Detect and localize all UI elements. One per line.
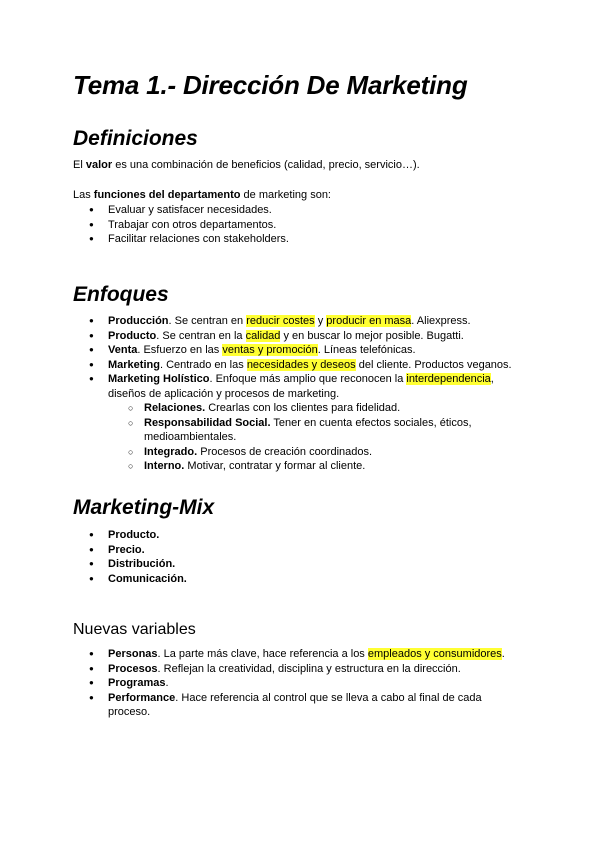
page-title: Tema 1.- Dirección De Marketing — [73, 70, 468, 100]
list-item: ● Marketing Holístico. Enfoque más amplio que reconocen la interdependencia, diseños de aplicación y procesos de marketing. ○ Relaciones. Crearlas con los clientes para fidelidad. ○ Responsabilidad Social. Tener en cuenta efectos sociales, éticos, medioambientales. ○ Integrado. Procesos de creación coordinados. ○ Interno. Motivar, contratar y formar al cliente. — [73, 372, 533, 474]
list-item: ● Comunicación. — [73, 572, 533, 587]
list-item: ● Producto. — [73, 528, 533, 543]
heading-marketing-mix: Marketing-Mix — [73, 496, 215, 519]
list-item: ● Personas. La parte más clave, hace referencia a los empleados y consumidores. — [73, 647, 533, 662]
list-item: ● Producción. Se centran en reducir costes y producir en masa. Aliexpress. — [73, 314, 533, 329]
list-item: ● Facilitar relaciones con stakeholders. — [73, 232, 533, 247]
nuevas-variables-list — [73, 647, 533, 720]
list-item: ● Evaluar y satisfacer necesidades. — [73, 203, 533, 218]
sub-list-item: ○ Relaciones. Crearlas con los clientes para fidelidad. — [108, 401, 533, 416]
highlight: calidad — [245, 329, 281, 342]
sub-list-item: ○ Interno. Motivar, contratar y formar al cliente. — [108, 459, 533, 474]
marketing-mix-list — [73, 528, 533, 586]
enfoques-list — [73, 314, 533, 474]
highlight: necesidades y deseos — [246, 358, 356, 371]
highlight: reducir costes — [246, 315, 315, 327]
heading-definiciones: Definiciones — [73, 127, 198, 150]
heading-enfoques: Enfoques — [73, 283, 169, 306]
heading-nuevas-variables: Nuevas variables — [73, 621, 196, 638]
list-item: ● Venta. Esfuerzo en las ventas y promoción. Líneas telefónicas. — [73, 343, 533, 358]
highlight: interdependencia — [406, 373, 491, 385]
highlight: producir en masa — [326, 315, 412, 327]
list-item: ● Performance. Hace referencia al control que se lleva a cabo al final de cada proceso. — [73, 691, 533, 720]
funciones-paragraph: Las funciones del departamento de marketing son: — [73, 189, 331, 201]
list-item: ● Procesos. Reflejan la creatividad, disciplina y estructura en la dirección. — [73, 662, 533, 677]
highlight: empleados y consumidores — [367, 648, 502, 660]
sub-list-item: ○ Integrado. Procesos de creación coordinados. — [108, 445, 533, 460]
list-item: ● Trabajar con otros departamentos. — [73, 218, 533, 233]
sub-list-item: ○ Responsabilidad Social. Tener en cuenta efectos sociales, éticos, medioambientales. — [108, 416, 533, 445]
valor-paragraph: El valor es una combinación de beneficios (calidad, precio, servicio…). — [73, 159, 420, 171]
list-item: ● Marketing. Centrado en las necesidades y deseos del cliente. Productos veganos. — [73, 358, 533, 373]
list-item: ● Producto. Se centran en la calidad y en buscar lo mejor posible. Bugatti. — [73, 329, 533, 344]
holistico-sublist — [108, 401, 533, 474]
highlight: ventas y promoción — [222, 344, 318, 356]
list-item: ● Programas. — [73, 676, 533, 691]
list-item: ● Distribución. — [73, 557, 533, 572]
list-item: ● Precio. — [73, 543, 533, 558]
funciones-list — [73, 203, 533, 247]
